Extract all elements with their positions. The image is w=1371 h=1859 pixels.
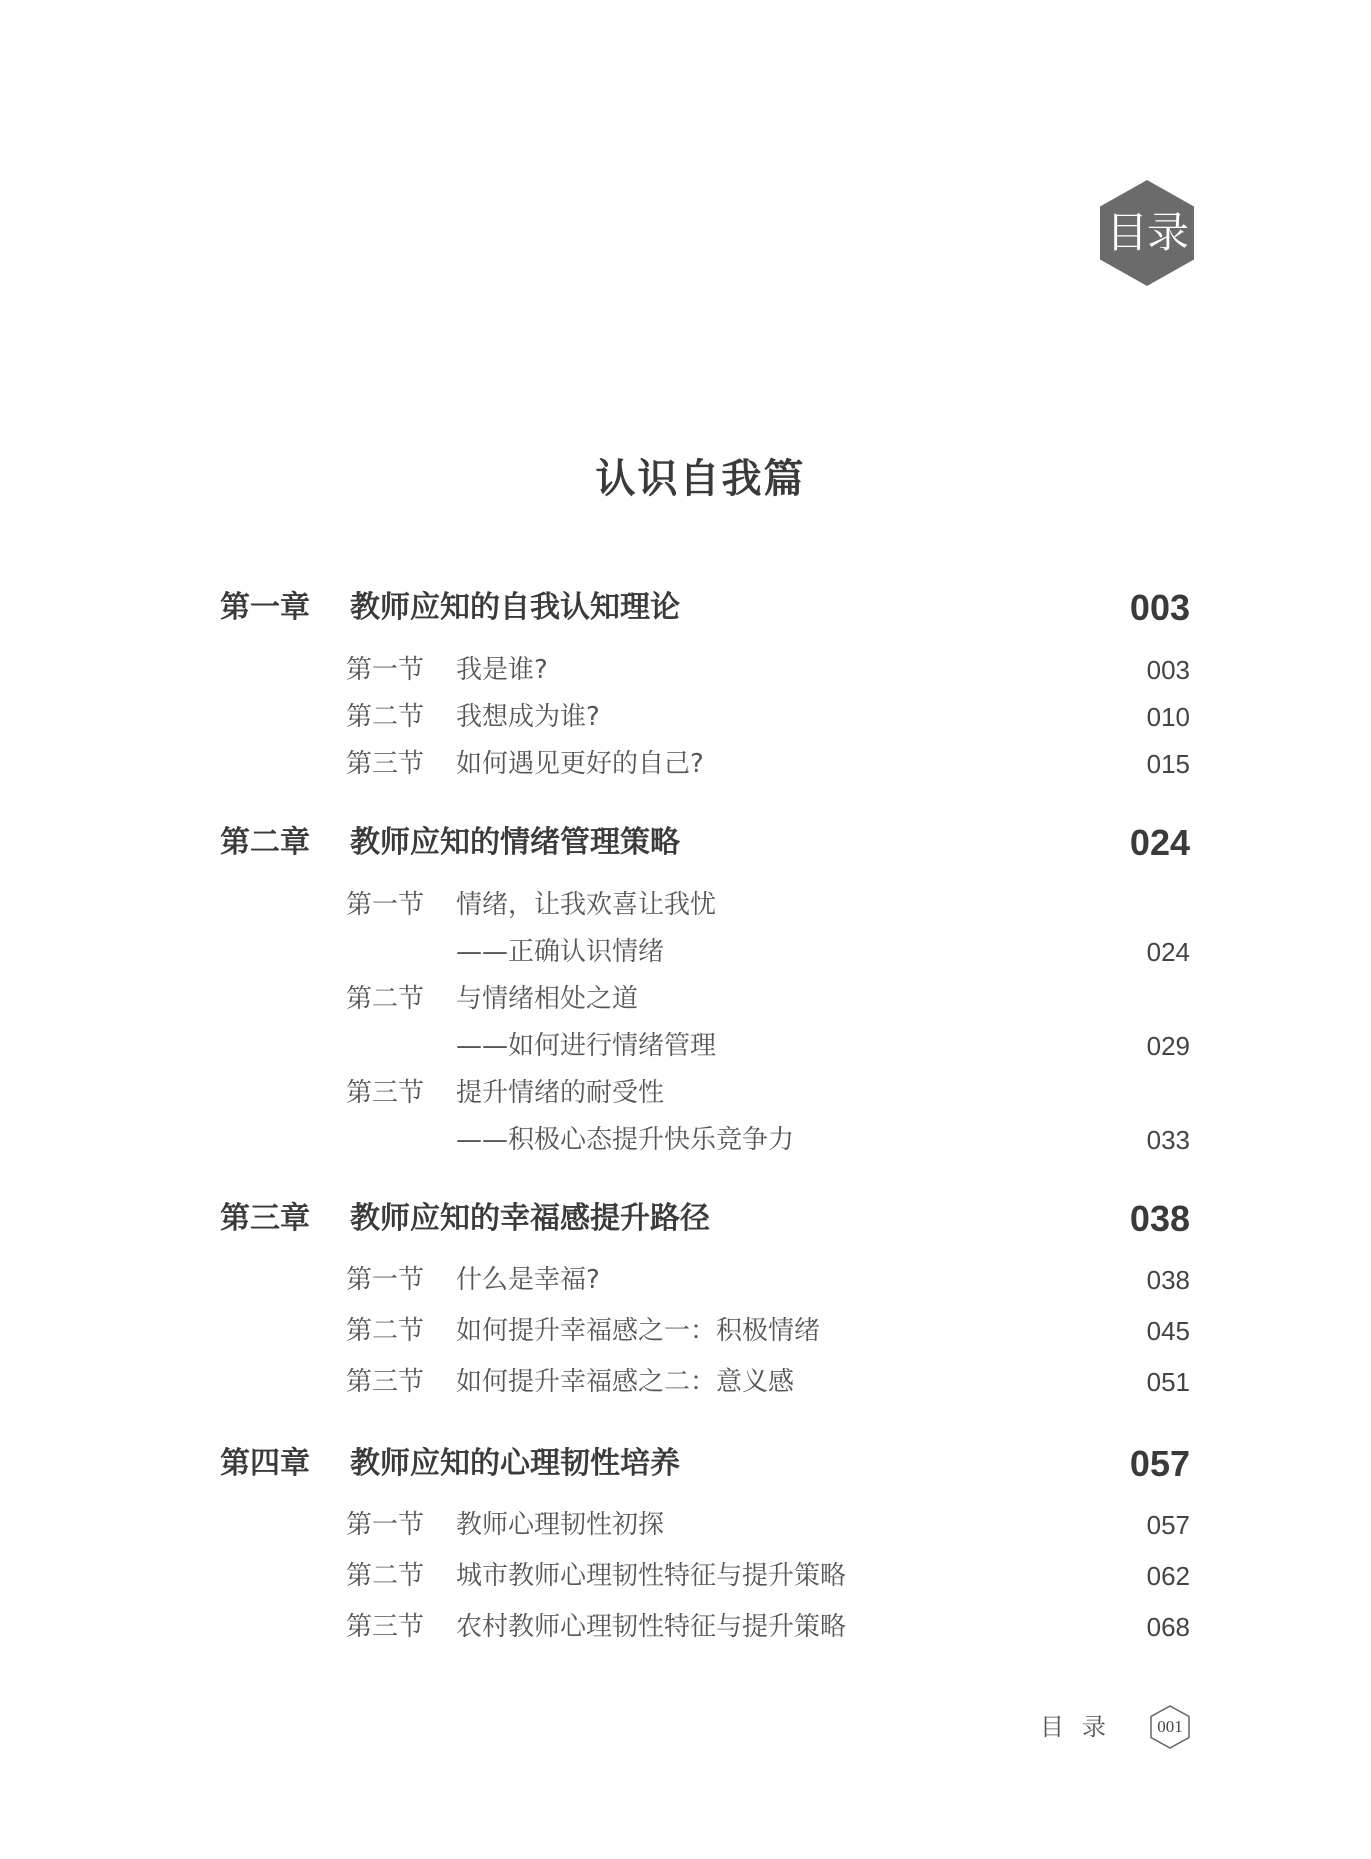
section-number: 第二节 bbox=[346, 702, 425, 732]
part-title: 认识自我篇 bbox=[595, 456, 806, 502]
chapter-number: 第三章 bbox=[220, 1201, 310, 1236]
chapter-title: 教师应知的幸福感提升路径 bbox=[350, 1201, 710, 1236]
badge-label: 目录 bbox=[1105, 208, 1188, 257]
toc-section-subtitle[interactable] bbox=[456, 1120, 1190, 1160]
page-number: 001 bbox=[1157, 1717, 1183, 1736]
toc-section[interactable] bbox=[346, 1260, 1190, 1300]
section-page: 033 bbox=[1146, 1125, 1190, 1155]
section-page: 024 bbox=[1146, 937, 1190, 967]
footer-label: 目录 bbox=[1040, 1713, 1124, 1741]
toc-section[interactable] bbox=[346, 1607, 1190, 1647]
chapter-number: 第四章 bbox=[220, 1446, 310, 1481]
toc-section[interactable] bbox=[346, 1505, 1190, 1545]
toc-section[interactable] bbox=[346, 1311, 1190, 1351]
section-subtitle: ——如何进行情绪管理 bbox=[456, 1031, 717, 1061]
section-title: 如何提升幸福感之一：积极情绪 bbox=[456, 1316, 821, 1346]
chapter-page: 057 bbox=[1129, 1443, 1190, 1484]
section-number: 第二节 bbox=[346, 1316, 425, 1346]
section-page: 015 bbox=[1146, 749, 1190, 779]
section-subtitle: ——积极心态提升快乐竞争力 bbox=[456, 1125, 795, 1155]
page-footer bbox=[1040, 1702, 1200, 1752]
toc-section[interactable] bbox=[346, 744, 1190, 784]
section-number: 第一节 bbox=[346, 1265, 425, 1295]
toc-badge bbox=[1100, 180, 1194, 286]
section-page: 003 bbox=[1146, 655, 1190, 685]
chapter-page: 038 bbox=[1129, 1198, 1190, 1239]
toc-section-subtitle[interactable] bbox=[456, 932, 1190, 972]
chapter-page: 024 bbox=[1129, 822, 1190, 863]
section-title: 城市教师心理韧性特征与提升策略 bbox=[456, 1561, 847, 1591]
chapter-title: 教师应知的情绪管理策略 bbox=[350, 825, 680, 860]
section-page: 045 bbox=[1146, 1316, 1190, 1346]
toc-section[interactable] bbox=[346, 979, 1190, 1019]
section-page: 010 bbox=[1146, 702, 1190, 732]
toc-section[interactable] bbox=[346, 650, 1190, 690]
section-number: 第三节 bbox=[346, 1612, 425, 1642]
section-page: 062 bbox=[1146, 1561, 1190, 1591]
section-number: 第一节 bbox=[346, 655, 425, 685]
chapter-number: 第二章 bbox=[220, 825, 310, 860]
section-title: 如何遇见更好的自己? bbox=[456, 749, 704, 779]
section-page: 057 bbox=[1146, 1510, 1190, 1540]
toc-section[interactable] bbox=[346, 1556, 1190, 1596]
section-page: 029 bbox=[1146, 1031, 1190, 1061]
section-number: 第三节 bbox=[346, 1367, 425, 1397]
toc-chapter-2[interactable] bbox=[220, 818, 1190, 868]
section-subtitle: ——正确认识情绪 bbox=[456, 937, 665, 967]
toc-section[interactable] bbox=[346, 1073, 1190, 1113]
section-number: 第二节 bbox=[346, 984, 425, 1014]
toc-section-subtitle[interactable] bbox=[456, 1026, 1190, 1066]
section-title: 如何提升幸福感之二：意义感 bbox=[456, 1367, 795, 1397]
section-title: 情绪，让我欢喜让我忧 bbox=[456, 890, 717, 920]
section-number: 第一节 bbox=[346, 890, 425, 920]
section-title: 我想成为谁? bbox=[456, 702, 600, 732]
section-number: 第三节 bbox=[346, 749, 425, 779]
section-page: 038 bbox=[1146, 1265, 1190, 1295]
chapter-page: 003 bbox=[1129, 587, 1190, 628]
toc-chapter-4[interactable] bbox=[220, 1439, 1190, 1489]
section-title: 什么是幸福? bbox=[456, 1265, 600, 1295]
toc-chapter-3[interactable] bbox=[220, 1194, 1190, 1244]
toc-section[interactable] bbox=[346, 697, 1190, 737]
chapter-title: 教师应知的心理韧性培养 bbox=[350, 1446, 680, 1481]
section-title: 与情绪相处之道 bbox=[456, 984, 639, 1014]
section-number: 第一节 bbox=[346, 1510, 425, 1540]
section-title: 教师心理韧性初探 bbox=[456, 1510, 665, 1540]
section-number: 第三节 bbox=[346, 1078, 425, 1108]
chapter-title: 教师应知的自我认知理论 bbox=[350, 590, 680, 625]
toc-section[interactable] bbox=[346, 1362, 1190, 1402]
section-page: 068 bbox=[1146, 1612, 1190, 1642]
chapter-number: 第一章 bbox=[220, 590, 310, 625]
section-number: 第二节 bbox=[346, 1561, 425, 1591]
toc-section[interactable] bbox=[346, 885, 1190, 925]
section-page: 051 bbox=[1146, 1367, 1190, 1397]
section-title: 我是谁? bbox=[456, 655, 548, 685]
section-title: 提升情绪的耐受性 bbox=[456, 1078, 665, 1108]
toc-chapter-1[interactable] bbox=[220, 583, 1190, 633]
section-title: 农村教师心理韧性特征与提升策略 bbox=[456, 1612, 847, 1642]
